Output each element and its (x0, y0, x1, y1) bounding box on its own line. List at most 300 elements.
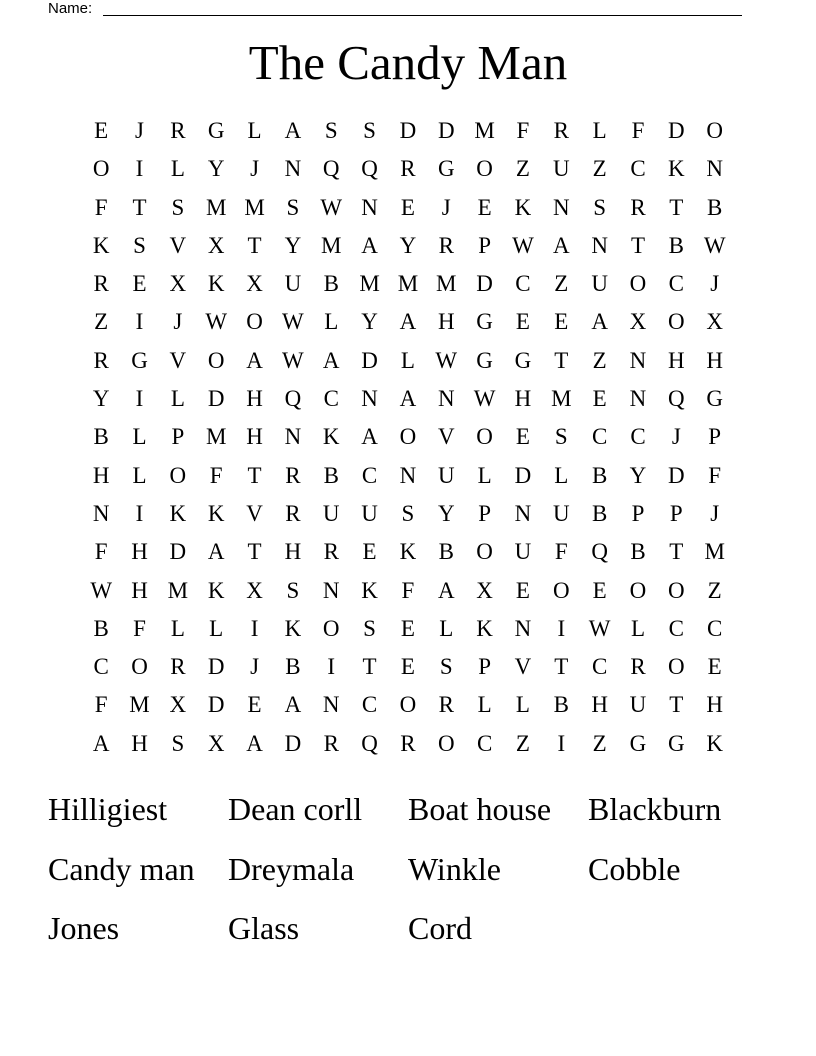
grid-letter: W (588, 615, 611, 641)
grid-letter: I (557, 615, 566, 641)
grid-letter: O (668, 654, 685, 680)
grid-letter: H (284, 539, 302, 565)
grid-letter: C (668, 615, 684, 641)
grid-letter: R (323, 539, 339, 565)
grid-letter: S (363, 615, 376, 641)
grid-letter: U (284, 271, 302, 297)
grid-letter: B (438, 539, 454, 565)
grid-letter: Y (361, 309, 378, 335)
word-list-item: Cobble (588, 850, 681, 887)
word-list-item: Candy man (48, 850, 195, 887)
grid-letter: S (133, 232, 146, 258)
grid-letter: T (132, 194, 147, 220)
grid-letter: A (207, 539, 225, 565)
grid-letter: L (247, 118, 262, 143)
grid-letter: A (361, 424, 378, 450)
grid-letter: H (706, 692, 723, 718)
grid-letter: A (437, 577, 455, 603)
grid-letter: L (400, 347, 415, 373)
page-title: The Candy Man (248, 35, 568, 90)
grid-letter: R (323, 730, 339, 756)
grid-letter: C (668, 271, 684, 297)
grid-letter: K (361, 577, 378, 603)
grid-letter: C (630, 156, 646, 182)
grid-letter: D (169, 539, 187, 565)
grid-letter: Z (515, 730, 530, 756)
grid-letter: A (399, 309, 417, 335)
grid-letter: H (131, 730, 148, 756)
grid-letter: T (669, 539, 684, 565)
grid-letter: D (668, 118, 685, 143)
grid-letter: L (515, 692, 530, 718)
grid-letter: J (173, 309, 183, 335)
grid-letter: O (629, 271, 647, 297)
grid-letter: O (322, 615, 340, 641)
grid-letter: W (282, 309, 304, 335)
grid-letter: B (591, 462, 608, 488)
grid-letter: A (284, 692, 302, 718)
grid-row (82, 572, 734, 610)
grid-letter: K (322, 424, 340, 450)
grid-letter: Q (668, 386, 685, 412)
grid-letter: L (439, 615, 454, 641)
grid-letter: O (399, 424, 417, 450)
grid-letter: T (554, 347, 569, 373)
grid-letter: B (591, 500, 608, 526)
grid-letter: J (710, 271, 720, 297)
grid-letter: T (362, 654, 377, 680)
grid-letter: K (284, 615, 302, 641)
word-list-item: Cord (408, 910, 472, 946)
grid-letter: K (207, 577, 225, 603)
grid-letter: M (167, 577, 189, 603)
grid-letter: O (476, 424, 493, 450)
grid-letter: S (554, 424, 568, 450)
grid-letter: U (361, 500, 378, 526)
grid-letter: M (704, 539, 725, 565)
grid-row (82, 303, 734, 341)
grid-letter: X (706, 309, 723, 335)
grid-letter: P (478, 654, 491, 680)
grid-letter: C (591, 424, 608, 450)
grid-letter: R (285, 500, 301, 526)
grid-letter: I (135, 156, 144, 182)
grid-letter: A (322, 347, 340, 373)
word-list-item: Glass (228, 910, 300, 946)
grid-letter: K (399, 539, 417, 565)
grid-letter: Q (361, 730, 378, 756)
grid-letter: X (629, 309, 647, 335)
name-field (48, 0, 742, 18)
grid-letter: U (591, 271, 608, 297)
grid-letter: V (169, 347, 187, 373)
grid-letter: G (437, 156, 455, 182)
grid-letter: N (552, 194, 570, 220)
grid-letter: F (554, 539, 568, 565)
grid-letter: M (129, 692, 150, 718)
grid-letter: R (438, 232, 454, 258)
grid-letter: W (703, 232, 726, 258)
grid-letter: H (246, 424, 263, 450)
grid-letter: H (246, 386, 263, 412)
grid-letter: X (169, 692, 187, 718)
grid-letter: C (707, 615, 723, 641)
grid-letter: L (592, 118, 607, 143)
grid-letter: Z (592, 347, 607, 373)
grid-letter: W (90, 577, 113, 603)
grid-letter: V (514, 654, 532, 680)
grid-letter: S (171, 194, 185, 220)
grid-letter: G (476, 309, 493, 335)
grid-letter: M (551, 386, 572, 412)
grid-letter: E (515, 309, 530, 335)
grid-letter: K (169, 500, 187, 526)
grid-letter: N (706, 156, 723, 182)
grid-letter: O (399, 692, 417, 718)
grid-letter: Y (284, 232, 302, 258)
grid-letter: T (554, 654, 569, 680)
grid-letter: Z (515, 156, 530, 182)
word-list-item: Dean corll (228, 791, 363, 827)
grid-letter: G (668, 730, 685, 756)
grid-letter: T (247, 462, 262, 488)
grid-row (82, 227, 734, 265)
grid-letter: O (476, 156, 493, 182)
grid-letter: K (92, 232, 110, 258)
grid-letter: B (630, 539, 646, 565)
grid-letter: V (246, 500, 263, 526)
grid-letter: Q (591, 539, 608, 565)
grid-letter: K (476, 615, 493, 641)
word-list-item: Winkle (408, 850, 501, 887)
grid-letter: L (477, 462, 492, 488)
grid-letter: W (320, 194, 343, 220)
grid-letter: R (170, 654, 186, 680)
grid-letter: Q (361, 156, 378, 182)
grid-letter: T (669, 692, 684, 718)
grid-letter: Y (629, 462, 647, 488)
grid-letter: R (400, 730, 416, 756)
word-list-item: Boat house (408, 791, 552, 827)
grid-letter: U (629, 692, 647, 718)
grid-letter: Z (592, 156, 607, 182)
grid-letter: H (668, 347, 685, 373)
grid-letter: S (286, 194, 300, 220)
grid-letter: X (169, 271, 187, 297)
grid-letter: W (282, 347, 304, 373)
grid-letter: O (629, 577, 647, 603)
grid-letter: B (707, 194, 723, 220)
grid-letter: R (630, 194, 646, 220)
grid-letter: K (207, 500, 225, 526)
grid-letter: S (593, 194, 607, 220)
grid-row (82, 495, 734, 533)
grid-letter: N (361, 386, 378, 412)
grid-letter: T (247, 232, 262, 258)
grid-letter: U (552, 156, 570, 182)
grid-letter: D (514, 462, 532, 488)
grid-letter: X (246, 577, 263, 603)
grid-row (82, 418, 734, 456)
grid-letter: B (668, 232, 684, 258)
grid-letter: O (668, 577, 685, 603)
grid-letter: S (171, 730, 185, 756)
grid-letter: C (591, 654, 608, 680)
grid-letter: F (94, 194, 108, 220)
grid-letter: U (514, 539, 532, 565)
grid-row (82, 533, 734, 571)
grid-letter: O (92, 156, 110, 182)
grid-letter: F (708, 462, 722, 488)
grid-letter: H (591, 692, 608, 718)
grid-letter: I (557, 730, 566, 756)
grid-letter: R (285, 462, 301, 488)
grid-letter: M (205, 194, 227, 220)
grid-row (82, 380, 734, 418)
name-label: Name: (48, 0, 93, 17)
grid-letter: Z (554, 271, 569, 297)
grid-row (82, 686, 734, 724)
grid-letter: R (170, 118, 186, 143)
grid-letter: Y (207, 156, 225, 182)
grid-letter: M (321, 232, 342, 258)
grid-letter: G (131, 347, 148, 373)
name-underline (103, 15, 742, 16)
grid-letter: V (437, 424, 455, 450)
grid-letter: D (207, 692, 225, 718)
grid-letter: F (401, 577, 415, 603)
grid-letter: X (476, 577, 493, 603)
grid-letter: E (400, 194, 415, 220)
grid-letter: A (92, 730, 110, 756)
grid-letter: E (400, 615, 415, 641)
grid-letter: R (93, 347, 109, 373)
grid-letter: A (361, 232, 378, 258)
grid-letter: N (437, 386, 455, 412)
grid-letter: F (516, 118, 530, 143)
grid-letter: J (250, 654, 260, 680)
grid-letter: M (397, 271, 419, 297)
grid-letter: F (209, 462, 223, 488)
grid-row (82, 342, 734, 380)
grid-letter: O (437, 730, 455, 756)
grid-letter: F (631, 118, 645, 143)
grid-letter: X (246, 271, 263, 297)
grid-letter: N (284, 156, 302, 182)
grid-letter: I (135, 386, 144, 412)
grid-letter: N (514, 500, 532, 526)
grid-letter: H (437, 309, 455, 335)
grid-letter: Y (399, 232, 417, 258)
grid-letter: N (629, 386, 647, 412)
grid-row (82, 648, 734, 686)
grid-letter: R (438, 692, 454, 718)
grid-letter: C (630, 424, 646, 450)
grid-letter: L (209, 615, 224, 641)
grid-letter: C (476, 730, 493, 756)
grid-letter: M (205, 424, 227, 450)
grid-letter: N (284, 424, 302, 450)
grid-letter: I (250, 615, 259, 641)
grid-letter: D (476, 271, 493, 297)
grid-letter: L (132, 424, 147, 450)
grid-letter: B (323, 462, 339, 488)
grid-letter: J (671, 424, 681, 450)
grid-row (82, 725, 734, 763)
word-list (48, 780, 778, 959)
grid-letter: L (132, 462, 147, 488)
grid-letter: B (553, 692, 569, 718)
grid-letter: J (441, 194, 451, 220)
grid-letter: X (207, 730, 225, 756)
grid-letter: B (93, 615, 109, 641)
grid-letter: N (399, 462, 417, 488)
grid-letter: S (324, 118, 338, 143)
grid-letter: E (247, 692, 262, 718)
grid-letter: N (92, 500, 110, 526)
grid-letter: W (435, 347, 458, 373)
grid-letter: D (437, 118, 455, 143)
grid-letter: C (323, 386, 339, 412)
grid-letter: O (668, 309, 685, 335)
grid-letter: R (553, 118, 569, 143)
grid-row (82, 189, 734, 227)
grid-letter: K (514, 194, 532, 220)
grid-letter: Z (94, 309, 109, 335)
grid-letter: Q (322, 156, 340, 182)
grid-letter: A (591, 309, 608, 335)
grid-letter: P (478, 500, 491, 526)
grid-letter: T (669, 194, 684, 220)
grid-letter: W (512, 232, 534, 258)
grid-letter: U (322, 500, 340, 526)
grid-letter: E (94, 118, 109, 143)
grid-letter: I (135, 500, 144, 526)
grid-row (82, 150, 734, 188)
grid-letter: E (592, 386, 607, 412)
grid-letter: O (169, 462, 187, 488)
grid-letter: S (286, 577, 300, 603)
grid-row (82, 112, 734, 150)
grid-letter: T (630, 232, 646, 258)
grid-letter: O (552, 577, 570, 603)
grid-letter: L (477, 692, 492, 718)
grid-letter: F (133, 615, 146, 641)
grid-letter: D (207, 386, 225, 412)
grid-letter: J (710, 500, 720, 526)
grid-letter: W (473, 386, 496, 412)
grid-letter: E (554, 309, 569, 335)
grid-letter: H (131, 577, 148, 603)
grid-letter: L (630, 615, 646, 641)
grid-letter: H (92, 462, 110, 488)
grid-letter: A (246, 347, 263, 373)
grid-letter: G (514, 347, 532, 373)
grid-letter: N (591, 232, 608, 258)
grid-letter: Z (707, 577, 722, 603)
grid-letter: A (552, 232, 570, 258)
grid-letter: D (399, 118, 417, 143)
grid-letter: W (205, 309, 228, 335)
grid-letter: G (207, 118, 225, 143)
grid-letter: C (515, 271, 531, 297)
grid-letter: P (669, 500, 683, 526)
grid-letter: V (169, 232, 187, 258)
grid-letter: T (247, 539, 262, 565)
grid-letter: O (706, 118, 723, 143)
grid-letter: M (436, 271, 457, 297)
grid-letter: R (400, 156, 416, 182)
grid-letter: S (401, 500, 415, 526)
grid-letter: L (170, 156, 185, 182)
grid-letter: P (631, 500, 645, 526)
grid-letter: G (476, 347, 493, 373)
grid-letter: A (246, 730, 263, 756)
grid-letter: O (246, 309, 263, 335)
grid-letter: U (437, 462, 455, 488)
grid-letter: S (363, 118, 376, 143)
grid-letter: E (707, 654, 722, 680)
grid-letter: F (94, 692, 108, 718)
grid-letter: I (327, 654, 336, 680)
grid-letter: G (706, 386, 723, 412)
grid-letter: A (284, 118, 302, 143)
grid-letter: E (515, 424, 530, 450)
grid-letter: E (400, 654, 415, 680)
grid-letter: D (207, 654, 225, 680)
grid-letter: N (629, 347, 647, 373)
grid-letter: R (93, 271, 109, 297)
grid-letter: K (706, 730, 723, 756)
grid-row (82, 610, 734, 648)
grid-letter: L (324, 309, 339, 335)
grid-letter: E (132, 271, 147, 297)
grid-letter: C (361, 462, 378, 488)
grid-letter: U (552, 500, 570, 526)
grid-letter: B (323, 271, 339, 297)
grid-letter: E (477, 194, 492, 220)
grid-letter: L (170, 615, 185, 641)
grid-letter: M (474, 118, 495, 143)
grid-letter: D (668, 462, 685, 488)
grid-letter: C (93, 654, 109, 680)
grid-letter: K (207, 271, 225, 297)
grid-letter: N (361, 194, 378, 220)
word-list-item: Dreymala (228, 850, 355, 887)
grid-letter: D (361, 347, 378, 373)
grid-letter: E (592, 577, 607, 603)
grid-letter: N (322, 692, 340, 718)
grid-letter: Y (437, 500, 455, 526)
grid-letter: N (514, 615, 532, 641)
grid-letter: K (668, 156, 685, 182)
word-list-item: Jones (48, 910, 120, 946)
grid-letter: H (706, 347, 723, 373)
grid-letter: A (399, 386, 417, 412)
grid-letter: L (554, 462, 569, 488)
grid-letter: Q (284, 386, 302, 412)
grid-letter: P (478, 232, 491, 258)
grid-letter: O (207, 347, 225, 373)
grid-letter: P (708, 424, 722, 450)
grid-letter: H (131, 539, 148, 565)
grid-letter: O (131, 654, 148, 680)
grid-letter: D (284, 730, 302, 756)
grid-row (82, 265, 734, 303)
grid-letter: C (361, 692, 378, 718)
grid-letter: J (250, 156, 260, 182)
grid-letter: M (359, 271, 380, 297)
